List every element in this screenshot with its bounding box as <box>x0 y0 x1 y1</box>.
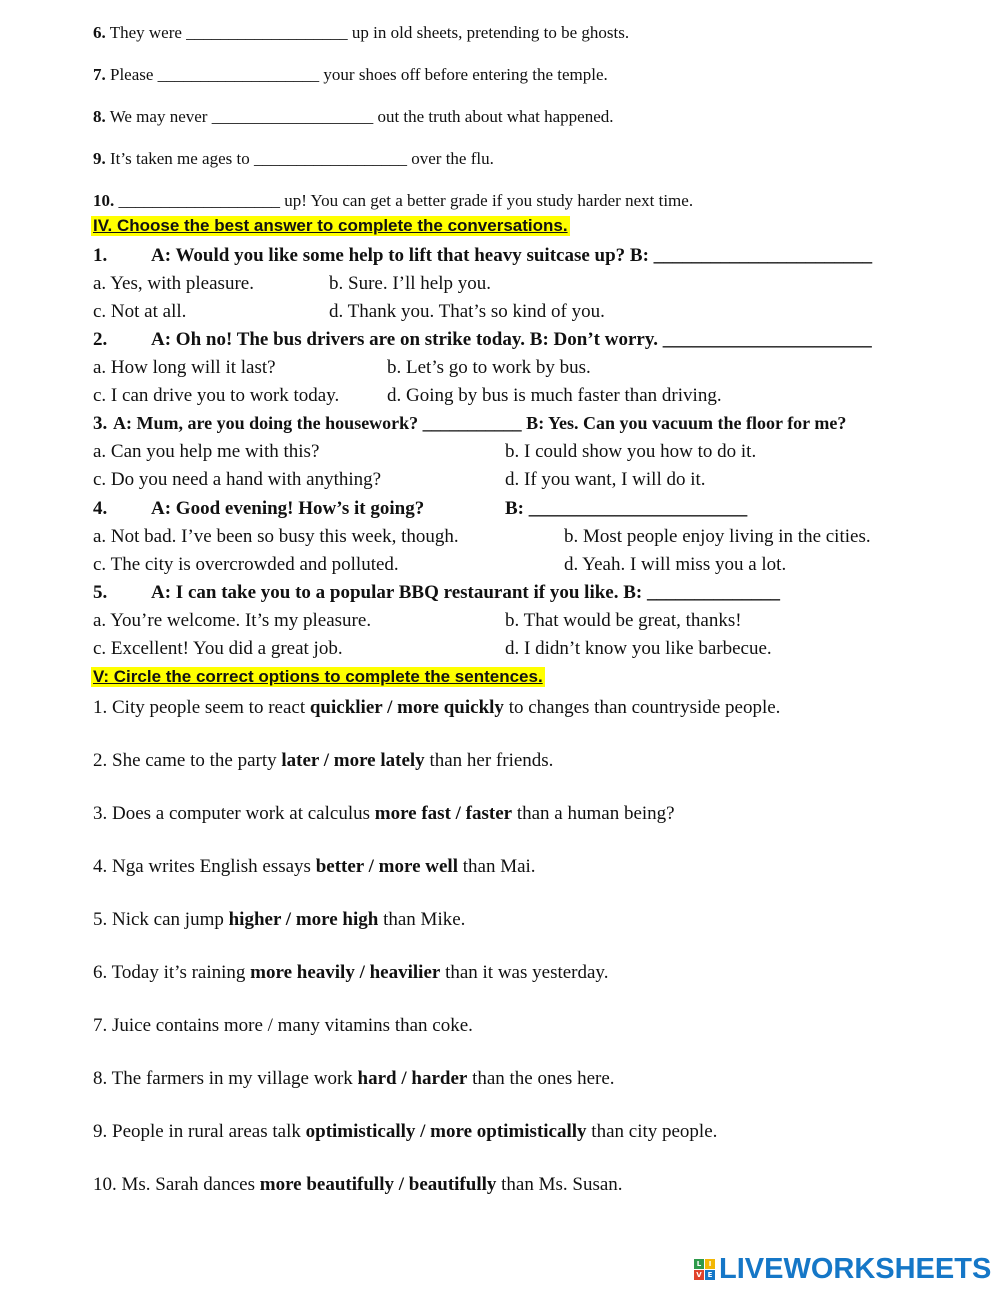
options-to-circle[interactable]: more beautifully / beautifully <box>259 1174 497 1195</box>
option-b[interactable]: b. Let’s go to work by bus. <box>387 357 591 378</box>
circle-sentence <box>93 962 608 984</box>
circle-sentence <box>93 750 553 772</box>
question-text: A: Oh no! The bus drivers are on strike today. B: Don’t worry. ______________________ <box>151 329 872 350</box>
fill-sentence <box>93 23 629 43</box>
logo-text: LIVEWORKSHEETS <box>719 1252 992 1285</box>
option-b[interactable]: b. Sure. I’ll help you. <box>329 273 492 294</box>
circle-sentence <box>93 856 536 878</box>
question-text: A: Would you like some help to lift that heavy suitcase up? B: _______________________ <box>151 245 873 266</box>
sentence-post: than Ms. Susan. <box>496 1174 623 1195</box>
sentence-text: We may never ___________________ out the truth about what happened. <box>105 107 614 126</box>
section-5-title: V: Circle the correct options to complete the sentences. <box>93 667 543 686</box>
item-number: 9. <box>93 149 106 168</box>
circle-sentence <box>93 1121 717 1143</box>
option-b[interactable]: b. That would be great, thanks! <box>505 610 742 631</box>
sentence-text: ___________________ up! You can get a better grade if you study harder next time. <box>114 191 694 210</box>
sentence-pre: 10. Ms. Sarah dances <box>93 1174 260 1195</box>
option-c[interactable]: c. I can drive you to work today. <box>93 385 340 406</box>
options-to-circle[interactable]: better / more well <box>315 856 458 877</box>
logo-block: E <box>705 1270 715 1280</box>
sentence-pre: 4. Nga writes English essays <box>93 856 316 877</box>
options-to-circle[interactable]: hard / harder <box>357 1068 468 1089</box>
option-b[interactable]: b. I could show you how to do it. <box>505 441 757 462</box>
sentence-pre: 8. The farmers in my village work <box>93 1068 358 1089</box>
question-num: 1. <box>93 245 108 266</box>
sentence-post: than a human being? <box>512 803 675 824</box>
option-d[interactable]: d. If you want, I will do it. <box>505 469 706 490</box>
sentence-post: than the ones here. <box>467 1068 615 1089</box>
option-c[interactable]: c. Not at all. <box>93 301 187 322</box>
logo-block: V <box>694 1270 704 1280</box>
options-to-circle[interactable]: more heavily / heavilier <box>250 962 441 983</box>
option-d[interactable]: d. Thank you. That’s so kind of you. <box>329 301 605 322</box>
option-a[interactable]: a. How long will it last? <box>93 357 276 378</box>
sentence-pre: 6. Today it’s raining <box>93 962 251 983</box>
question-num: 2. <box>93 329 108 350</box>
sentence-pre: 3. Does a computer work at calculus <box>93 803 375 824</box>
option-a[interactable]: a. Yes, with pleasure. <box>93 273 254 294</box>
question-num: 5. <box>93 582 108 603</box>
question-num: 3. <box>93 413 108 434</box>
sentence-pre: 2. She came to the party <box>93 750 282 771</box>
options-to-circle[interactable]: more fast / faster <box>374 803 513 824</box>
sentence-post: than city people. <box>586 1121 718 1142</box>
sentence-pre: 5. Nick can jump <box>93 909 229 930</box>
fill-sentence <box>93 191 693 211</box>
option-c[interactable]: c. The city is overcrowded and polluted. <box>93 554 399 575</box>
sentence-pre: 7. Juice contains more / many vitamins than coke. <box>93 1015 473 1036</box>
options-to-circle[interactable]: later / more lately <box>281 750 425 771</box>
answer-blank: B: _______________________ <box>505 498 748 519</box>
option-b[interactable]: b. Most people enjoy living in the cities. <box>564 526 871 547</box>
fill-sentence <box>93 107 614 127</box>
sentence-pre: 1. City people seem to react <box>93 697 310 718</box>
circle-sentence <box>93 1174 623 1196</box>
sentence-post: than it was yesterday. <box>440 962 609 983</box>
sentence-pre: 9. People in rural areas talk <box>93 1121 306 1142</box>
option-c[interactable]: c. Excellent! You did a great job. <box>93 638 343 659</box>
question-text: A: Mum, are you doing the housework? ___________ B: Yes. Can you vacuum the floor for me? <box>113 413 847 433</box>
option-d[interactable]: d. I didn’t know you like barbecue. <box>505 638 772 659</box>
sentence-text: It’s taken me ages to __________________ over the flu. <box>105 149 494 168</box>
sentence-text: They were ___________________ up in old sheets, pretending to be ghosts. <box>105 23 630 42</box>
option-a[interactable]: a. Can you help me with this? <box>93 441 320 462</box>
circle-sentence <box>93 1068 615 1090</box>
section-4-title: IV. Choose the best answer to complete the conversations. <box>93 216 568 235</box>
sentence-post: than Mai. <box>457 856 536 877</box>
question-text: A: Good evening! How’s it going? <box>151 498 425 519</box>
circle-sentence <box>93 697 780 719</box>
option-a[interactable]: a. Not bad. I’ve been so busy this week, though. <box>93 526 459 547</box>
options-to-circle[interactable]: higher / more high <box>228 909 379 930</box>
item-number: 6. <box>93 23 106 42</box>
option-d[interactable]: d. Going by bus is much faster than driving. <box>387 385 722 406</box>
option-d[interactable]: d. Yeah. I will miss you a lot. <box>564 554 787 575</box>
sentence-post: than Mike. <box>378 909 466 930</box>
item-number: 8. <box>93 107 106 126</box>
fill-sentence <box>93 65 608 85</box>
circle-sentence[interactable] <box>93 1015 473 1037</box>
sentence-text: Please ___________________ your shoes off before entering the temple. <box>105 65 608 84</box>
liveworksheets-logo <box>694 1252 992 1285</box>
option-a[interactable]: a. You’re welcome. It’s my pleasure. <box>93 610 372 631</box>
item-number: 10. <box>93 191 115 210</box>
logo-icon <box>694 1259 715 1280</box>
logo-block: I <box>705 1259 715 1269</box>
options-to-circle[interactable]: optimistically / more optimistically <box>305 1121 587 1142</box>
sentence-post: than her friends. <box>424 750 554 771</box>
sentence-post: to changes than countryside people. <box>503 697 781 718</box>
logo-block: L <box>694 1259 704 1269</box>
option-c[interactable]: c. Do you need a hand with anything? <box>93 469 382 490</box>
item-number: 7. <box>93 65 106 84</box>
question-text: A: I can take you to a popular BBQ restaurant if you like. B: ______________ <box>151 582 780 603</box>
options-to-circle[interactable]: quicklier / more quickly <box>309 697 504 718</box>
question-num: 4. <box>93 498 108 519</box>
fill-sentence <box>93 149 494 169</box>
circle-sentence <box>93 909 465 931</box>
circle-sentence <box>93 803 675 825</box>
